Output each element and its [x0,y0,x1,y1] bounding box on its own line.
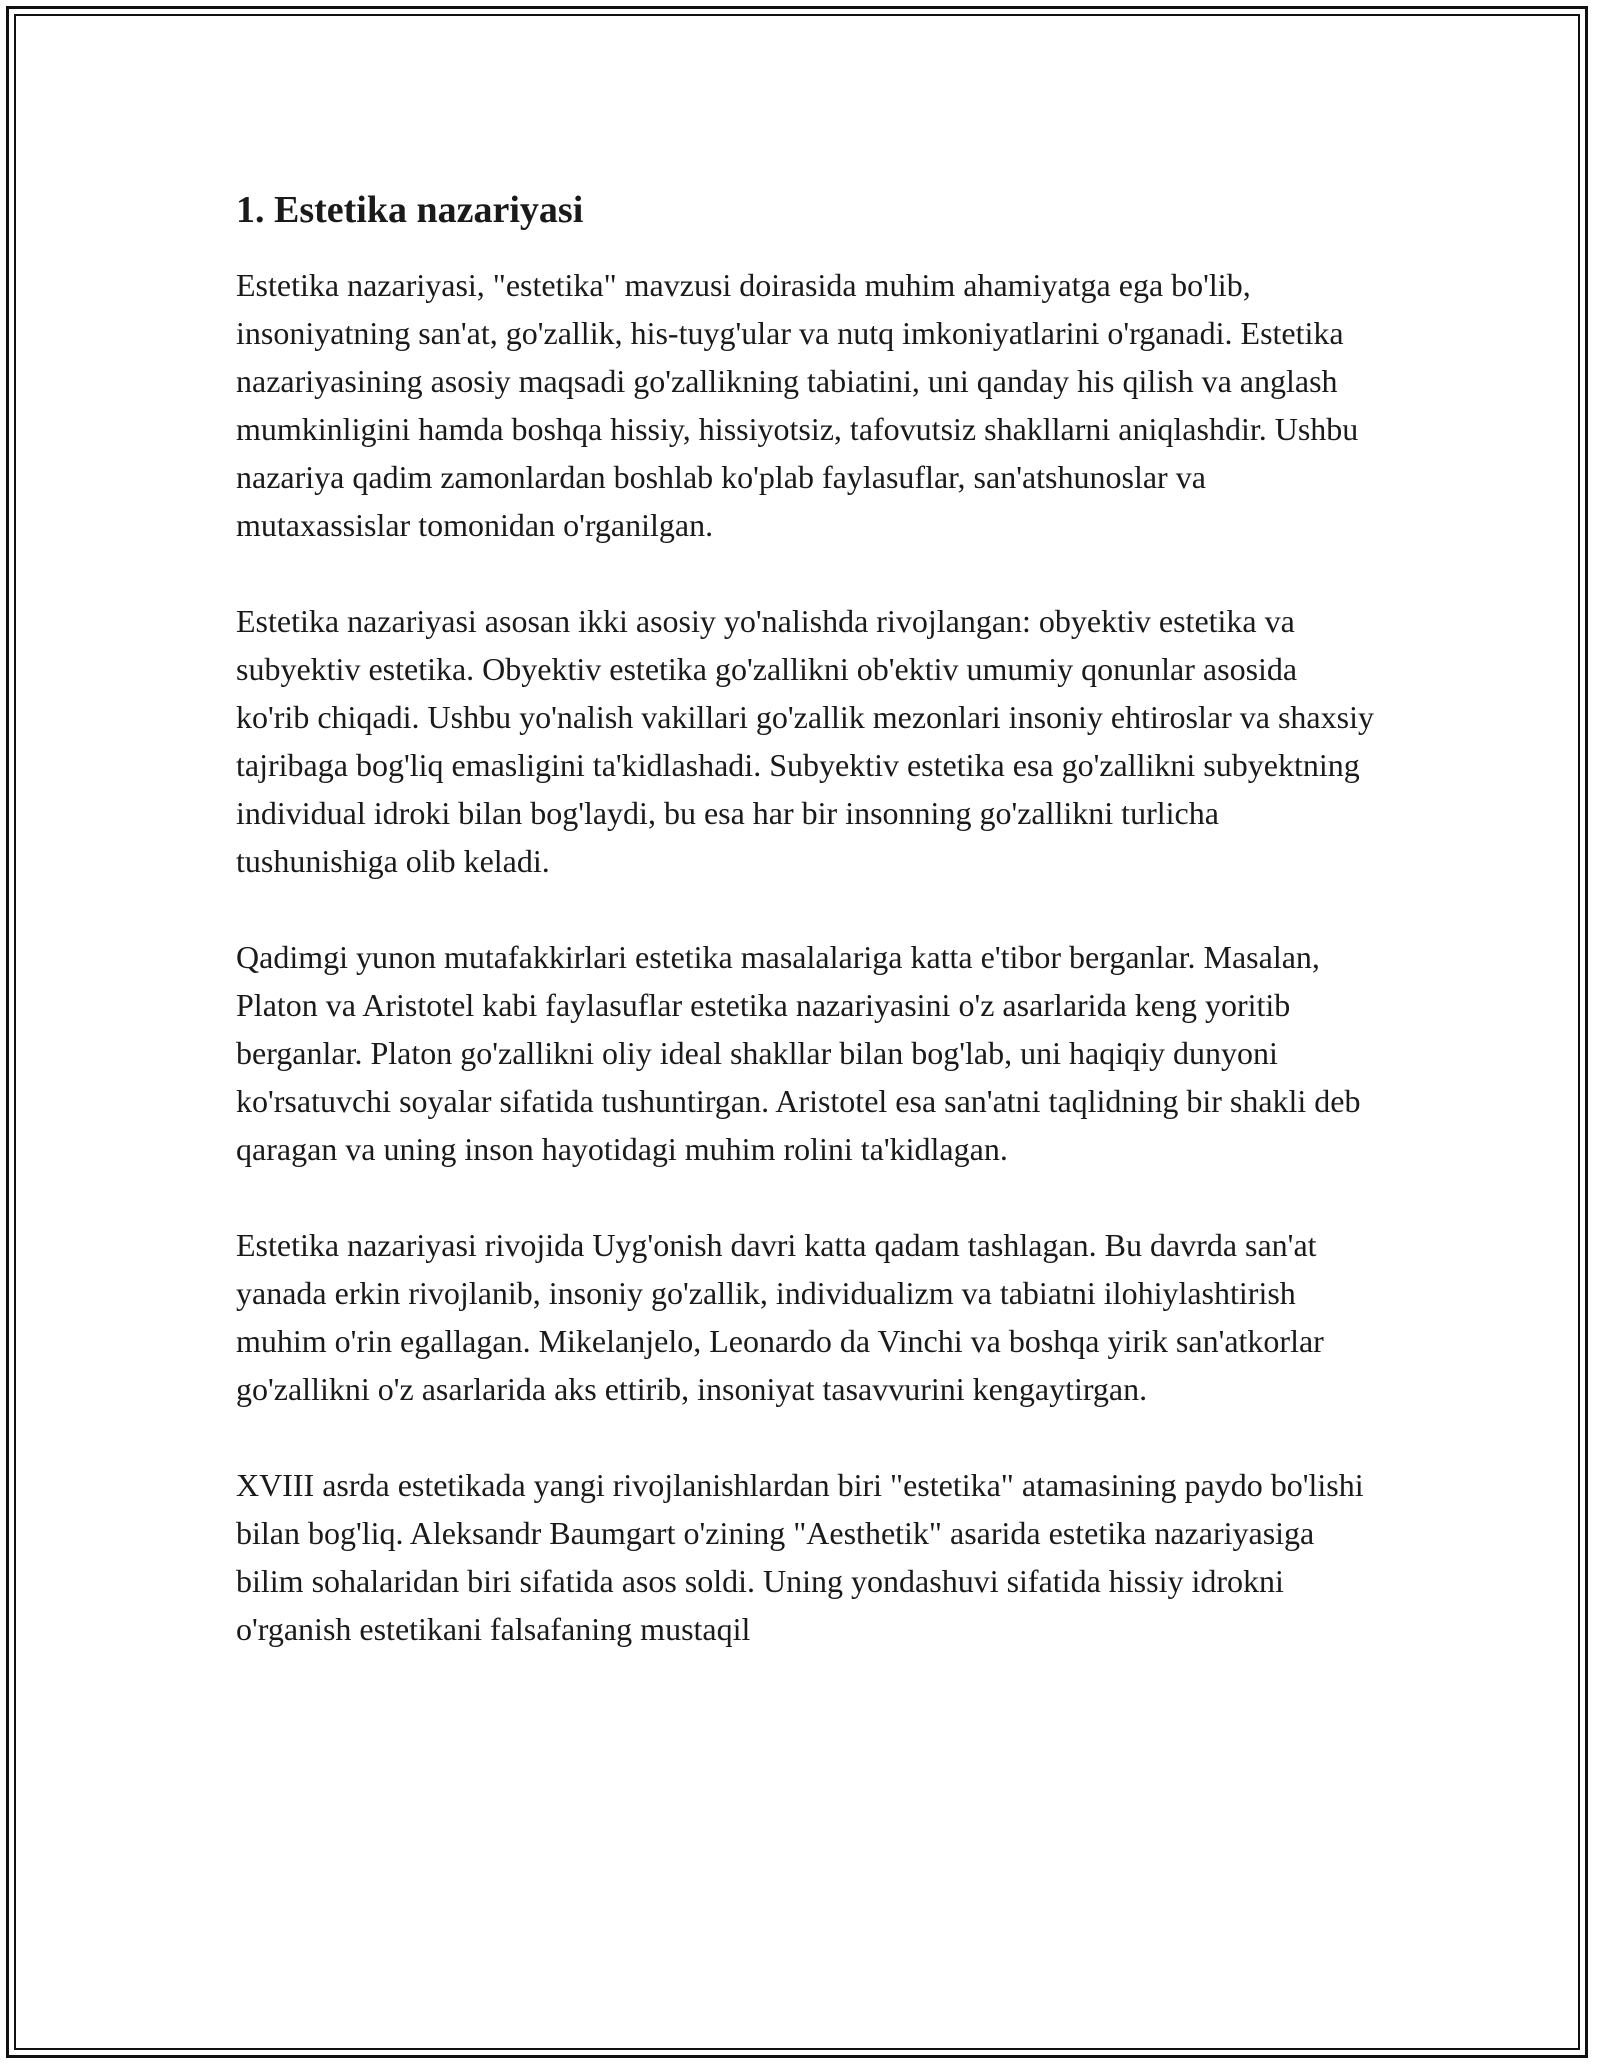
paragraph-5: XVIII asrda estetikada yangi rivojlanishlardan biri "estetika" atamasining paydo bo'lishi bilan bog'liq. Aleksandr Baumgart o'zining "Aesthetik" asarida estetika nazariyasiga bilim sohalaridan biri sifatida asos soldi. Uning yondashuvi sifatida hissiy idrokni o'rganish estetikani falsafaning mustaqil [236,1467,1364,1648]
section-heading: 1. Estetika nazariyasi [236,189,584,231]
paragraph-3: Qadimgi yunon mutafakkirlari estetika masalalariga katta e'tibor berganlar. Masalan, Platon va Aristotel kabi faylasuflar estetika nazariyasini o'z asarlarida keng yoritib berganlar. Platon go'zallikni oliy ideal shakllar bilan bog'lab, uni haqiqiy dunyoni ko'rsatuvchi soyalar sifatida tushuntirgan. Aristotel esa san'atni taqlidning bir shakli deb qaragan va uning inson hayotidagi muhim rolini ta'kidlagan. [236,939,1361,1168]
paragraph-2: Estetika nazariyasi asosan ikki asosiy yo'nalishda rivojlangan: obyektiv estetika va subyektiv estetika. Obyektiv estetika go'zallikni ob'ektiv umumiy qonunlar asosida ko'rib chiqadi. Ushbu yo'nalish vakillari go'zallik mezonlari insoniy ehtiroslar va shaxsiy tajribaga bog'liq emasligini ta'kidlashadi. Subyektiv estetika esa go'zallikni subyektning individual idroki bilan bog'laydi, bu esa har bir insonning go'zallikni turlicha tushunishiga olib keladi. [236,603,1374,880]
document-body [236,186,1376,1653]
paragraph-1: Estetika nazariyasi, "estetika" mavzusi doirasida muhim ahamiyatga ega bo'lib, insoniyatning san'at, go'zallik, his-tuyg'ular va nutq imkoniyatlarini o'rganadi. Estetika nazariyasining asosiy maqsadi go'zallikning tabiatini, uni qanday his qilish va anglash mumkinligini hamda boshqa hissiy, hissiyotsiz, tafovutsiz shakllarni aniqlashdir. Ushbu nazariya qadim zamonlardan boshlab ko'plab faylasuflar, san'atshunoslar va mutaxassislar tomonidan o'rganilgan. [236,267,1359,544]
paragraph-4: Estetika nazariyasi rivojida Uyg'onish davri katta qadam tashlagan. Bu davrda san'at yanada erkin rivojlanib, insoniy go'zallik, individualizm va tabiatni ilohiylashtirish muhim o'rin egallagan. Mikelanjelo, Leonardo da Vinchi va boshqa yirik san'atkorlar go'zallikni o'z asarlarida aks ettirib, insoniyat tasavvurini kengaytirgan. [236,1227,1324,1408]
